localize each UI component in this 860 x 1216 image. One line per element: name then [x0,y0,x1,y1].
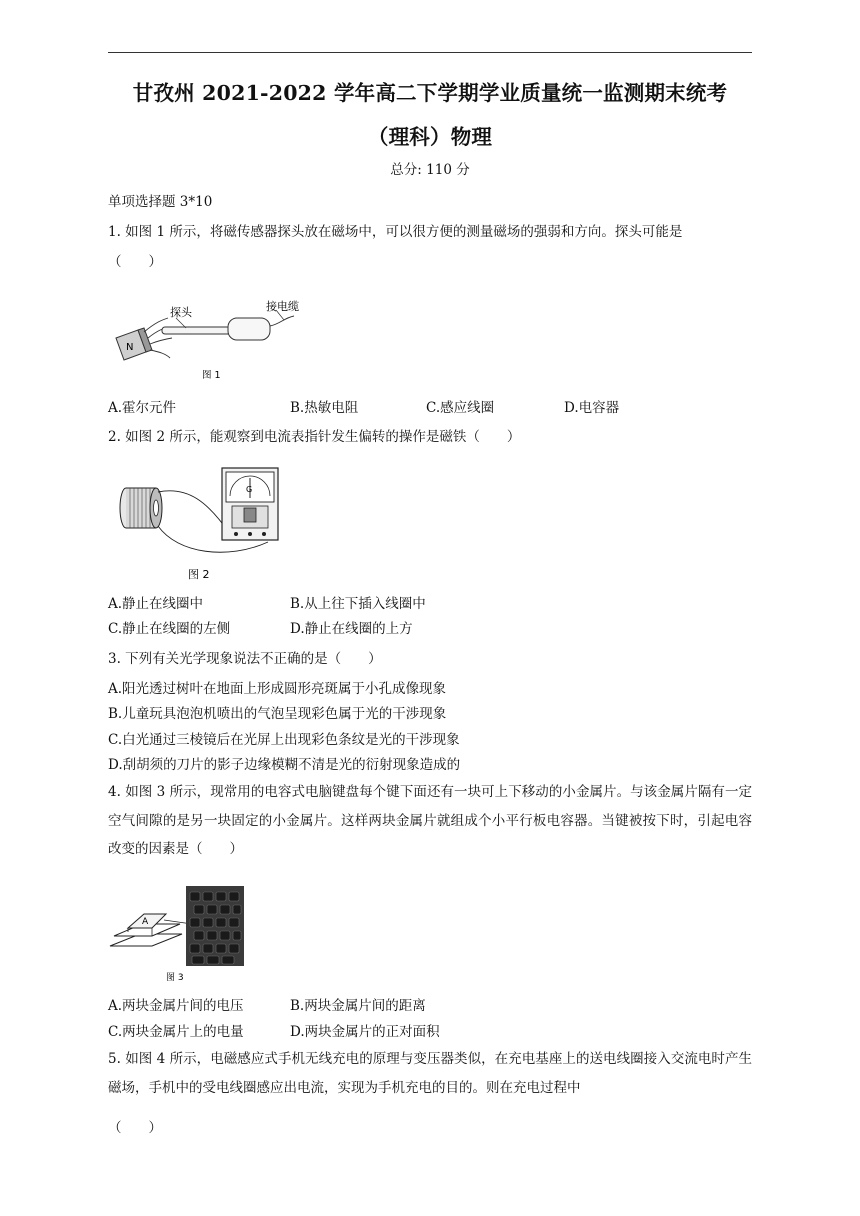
q1-option-c[interactable]: C.感应线圈 [426,400,495,416]
q1-option-d[interactable]: D.电容器 [564,400,620,416]
question-1-blank: （ ） [108,254,162,270]
figure-1-probe-diagram [108,296,318,386]
keyboard-photo-icon [186,886,244,966]
figure-1-label-cable: 接电缆 [266,300,299,313]
question-3-stem: 3. 下列有关光学现象说法不正确的是（ ） [108,651,382,667]
exam-subtitle: （理科）物理 [367,125,493,149]
figure-3-caption: 图 3 [166,973,184,983]
question-2-stem: 2. 如图 2 所示，能观察到电流表指针发生偏转的操作是磁铁（ ） [108,429,521,445]
coil-icon [120,488,162,528]
header-rule [108,52,752,53]
q4-option-d[interactable]: D.两块金属片的正对面积 [290,1024,440,1040]
probe-rod [162,327,232,334]
q3-option-d[interactable]: D.刮胡须的刀片的影子边缘模糊不清是光的衍射现象造成的 [108,757,461,773]
q2-option-a[interactable]: A.静止在线圈中 [108,596,204,612]
section-label: 单项选择题 3*10 [108,194,213,210]
figure-1-label-probe: 探头 [170,306,192,319]
question-1-stem: 1. 如图 1 所示，将磁传感器探头放在磁场中，可以很方便的测量磁场的强弱和方向。探头可能是 [108,224,683,240]
probe-handle [228,318,270,340]
q2-option-b[interactable]: B.从上往下插入线圈中 [290,596,426,612]
q1-option-b[interactable]: B.热敏电阻 [290,400,359,416]
total-score: 总分: 110 分 [390,162,470,178]
q3-option-a[interactable]: A.阳光透过树叶在地面上形成圆形亮斑属于小孔成像现象 [108,681,447,697]
key-label: A [142,917,149,927]
q4-option-c[interactable]: C.两块金属片上的电量 [108,1024,244,1040]
question-4-stem: 4. 如图 3 所示，现常用的电容式电脑键盘每个键下面还有一块可上下移动的小金属片。与该金属片隔有一定空气间隙的是另一块固定的小金属片。这样两块金属片就组成个小平行板电容器。当键被按下时，引起电容改变的因素是（ ） [108,784,752,857]
q1-option-a[interactable]: A.霍尔元件 [108,400,177,416]
galvanometer-label: G [246,485,253,494]
figure-1-caption: 图 1 [202,370,221,381]
galvanometer-icon [222,468,278,540]
question-5-blank: （ ） [108,1120,162,1136]
exam-title: 甘孜州 2021-2022 学年高二下学期学业质量统一监测期末统考 [132,81,728,105]
q2-option-c[interactable]: C.静止在线圈的左侧 [108,621,231,637]
q2-option-d[interactable]: D.静止在线圈的上方 [290,621,413,637]
q3-option-c[interactable]: C.白光通过三棱镜后在光屏上出现彩色条纹是光的干涉现象 [108,732,460,748]
q4-option-a[interactable]: A.两块金属片间的电压 [108,998,244,1014]
question-5-stem: 5. 如图 4 所示，电磁感应式手机无线充电的原理与变压器类似，在充电基座上的送电线圈接入交流电时产生磁场，手机中的受电线圈感应出电流，实现为手机充电的目的。则在充电过程中 [108,1051,752,1096]
figure-2-coil-galvanometer [118,462,288,584]
magnet-icon [116,328,152,360]
magnet-label: N [126,342,134,353]
figure-2-caption: 图 2 [188,568,210,581]
q4-option-b[interactable]: B.两块金属片间的距离 [290,998,426,1014]
figure-3-keyboard-capacitor [108,884,248,984]
q3-option-b[interactable]: B.儿童玩具泡泡机喷出的气泡呈现彩色属于光的干涉现象 [108,706,447,722]
